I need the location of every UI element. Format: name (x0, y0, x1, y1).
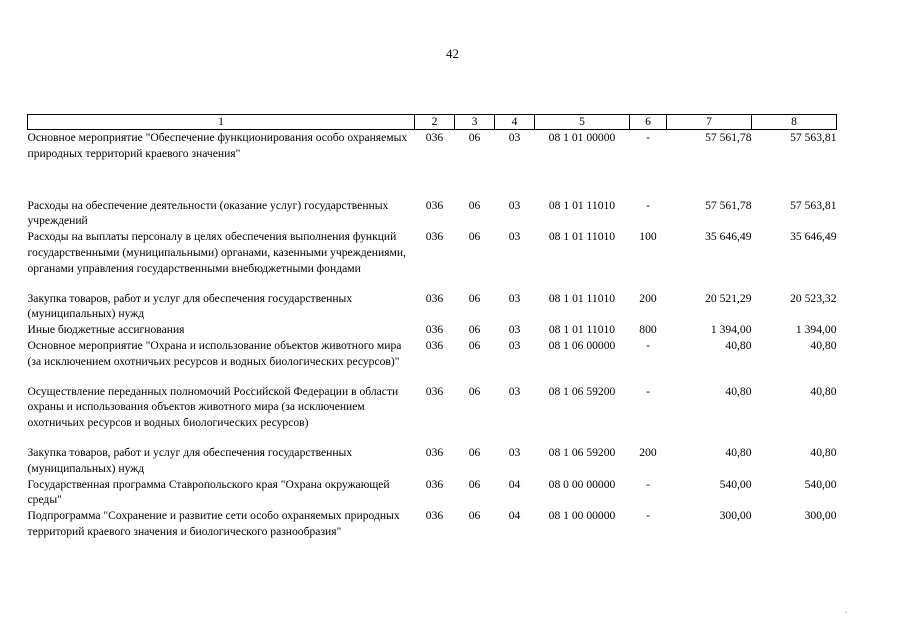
subsection-code-cell: 03 (508, 198, 521, 212)
amount-col8-cell: 57 563,81 (790, 131, 837, 144)
row-spacer-cell (28, 162, 837, 198)
section-code-cell: 06 (468, 477, 481, 491)
table-row (28, 477, 837, 509)
table-header-row (28, 115, 837, 130)
section-code-cell: 06 (468, 384, 481, 398)
amount-col8-cell: 20 523,32 (790, 291, 837, 305)
expense-type-cell: - (646, 131, 650, 144)
subsection-code-cell: 03 (508, 384, 521, 398)
row-spacer (28, 431, 837, 445)
section-code-cell: 06 (468, 198, 481, 212)
amount-col8-cell: 40,80 (810, 338, 837, 352)
column-header: 7 (667, 115, 752, 130)
amount-col7-cell: 57 561,78 (705, 198, 752, 212)
amount-col7-cell: 300,00 (719, 509, 752, 523)
section-code-cell: 06 (468, 338, 481, 352)
row-spacer (28, 162, 837, 198)
amount-col7-cell: 57 561,78 (705, 131, 752, 144)
amount-col8-cell: 300,00 (804, 509, 837, 523)
amount-col7-cell: 1 394,00 (710, 323, 752, 337)
section-code-cell: 06 (468, 291, 481, 305)
column-header: 5 (535, 115, 630, 130)
row-name-cell: Иные бюджетные ассигнования (27, 323, 185, 337)
row-spacer-cell (28, 370, 837, 384)
column-header: 1 (28, 115, 415, 130)
ministry-code-cell: 036 (425, 198, 444, 212)
section-code-cell: 06 (468, 131, 481, 144)
ministry-code-cell: 036 (425, 384, 444, 398)
row-name-cell: Расходы на выплаты персоналу в целях обеспечения выполнения функций государственными (муниципальными) органами, казенными учреждениями, органами управления государственными внебюджетными фондами (27, 230, 406, 275)
amount-col8-cell: 1 394,00 (795, 323, 837, 337)
target-article-cell: 08 1 06 59200 (548, 445, 616, 459)
column-header: 6 (630, 115, 667, 130)
column-header: 4 (495, 115, 535, 130)
expense-type-cell: - (646, 198, 650, 212)
ministry-code-cell: 036 (425, 477, 444, 491)
table-body (28, 130, 837, 540)
ministry-code-cell: 036 (425, 445, 444, 459)
section-code-cell: 06 (468, 323, 481, 337)
scan-mark: . (845, 606, 847, 615)
row-spacer-cell (28, 277, 837, 291)
budget-table (27, 114, 837, 540)
amount-col7-cell: 40,80 (725, 384, 752, 398)
target-article-cell: 08 1 01 00000 (548, 131, 616, 144)
expense-type-cell: 100 (639, 230, 657, 244)
row-spacer-cell (28, 431, 837, 445)
expense-type-cell: 200 (639, 445, 657, 459)
target-article-cell: 08 1 01 11010 (548, 198, 616, 212)
row-name-cell: Основное мероприятие "Охрана и использование объектов животного мира (за исключением охотничьих ресурсов и водных биологических ресурсов)" (27, 338, 402, 368)
target-article-cell: 08 1 01 11010 (548, 323, 616, 337)
amount-col7-cell: 35 646,49 (705, 230, 752, 244)
target-article-cell: 08 1 01 11010 (548, 230, 616, 244)
table-row (28, 198, 837, 230)
amount-col7-cell: 20 521,29 (705, 291, 752, 305)
subsection-code-cell: 04 (508, 509, 521, 523)
column-header: 3 (455, 115, 495, 130)
row-name-cell: Государственная программа Ставропольского края "Охрана окружающей среды" (27, 477, 390, 507)
table-row (28, 384, 837, 431)
target-article-cell: 08 1 06 00000 (548, 338, 616, 352)
table-row (28, 338, 837, 370)
page-number: 42 (446, 46, 459, 61)
ministry-code-cell: 036 (425, 323, 444, 337)
amount-col7-cell: 40,80 (725, 338, 752, 352)
row-name-cell: Основное мероприятие "Обеспечение функционирования особо охраняемых природных территорий краевого значения" (27, 131, 408, 160)
column-header: 8 (752, 115, 837, 130)
row-name-cell: Закупка товаров, работ и услуг для обеспечения государственных (муниципальных) нужд (27, 445, 353, 475)
row-spacer (28, 370, 837, 384)
subsection-code-cell: 03 (508, 131, 521, 144)
ministry-code-cell: 036 (425, 509, 444, 523)
row-name-cell: Осуществление переданных полномочий Российской Федерации в области охраны и использования объектов животного мира (за исключением охотничьих ресурсов и водных биологических ресурсов) (27, 384, 399, 430)
column-header: 2 (415, 115, 455, 130)
table-row (28, 229, 837, 276)
table-row (28, 508, 837, 540)
table-row (28, 445, 837, 477)
row-name-cell: Расходы на обеспечение деятельности (оказание услуг) государственных учреждений (27, 198, 389, 228)
target-article-cell: 08 1 01 11010 (548, 291, 616, 305)
expense-type-cell: 200 (639, 291, 657, 305)
amount-col8-cell: 40,80 (810, 445, 837, 459)
target-article-cell: 08 0 00 00000 (548, 477, 616, 491)
subsection-code-cell: 03 (508, 323, 521, 337)
section-code-cell: 06 (468, 445, 481, 459)
target-article-cell: 08 1 00 00000 (548, 509, 616, 523)
expense-type-cell: 800 (639, 323, 657, 337)
subsection-code-cell: 03 (508, 291, 521, 305)
table-row (28, 291, 837, 323)
section-code-cell: 06 (468, 509, 481, 523)
table-row (28, 130, 837, 162)
expense-type-cell: - (646, 338, 650, 352)
subsection-code-cell: 03 (508, 230, 521, 244)
table-row (28, 322, 837, 338)
amount-col8-cell: 40,80 (810, 384, 837, 398)
ministry-code-cell: 036 (425, 291, 444, 305)
subsection-code-cell: 03 (508, 338, 521, 352)
expense-type-cell: - (646, 384, 650, 398)
expense-type-cell: - (646, 477, 650, 491)
subsection-code-cell: 03 (508, 445, 521, 459)
row-spacer (28, 277, 837, 291)
amount-col8-cell: 35 646,49 (790, 230, 837, 244)
ministry-code-cell: 036 (425, 338, 444, 352)
ministry-code-cell: 036 (425, 230, 444, 244)
row-name-cell: Подпрограмма "Сохранение и развитие сети особо охраняемых природных территорий краевого значения и биологического разнообразия" (27, 509, 400, 538)
amount-col7-cell: 540,00 (719, 477, 752, 491)
ministry-code-cell: 036 (425, 131, 444, 144)
expense-type-cell: - (646, 509, 650, 523)
target-article-cell: 08 1 06 59200 (548, 384, 616, 398)
amount-col8-cell: 57 563,81 (790, 198, 837, 212)
subsection-code-cell: 04 (508, 477, 521, 491)
row-name-cell: Закупка товаров, работ и услуг для обеспечения государственных (муниципальных) нужд (27, 291, 353, 321)
amount-col8-cell: 540,00 (804, 477, 837, 491)
section-code-cell: 06 (468, 230, 481, 244)
amount-col7-cell: 40,80 (725, 445, 752, 459)
